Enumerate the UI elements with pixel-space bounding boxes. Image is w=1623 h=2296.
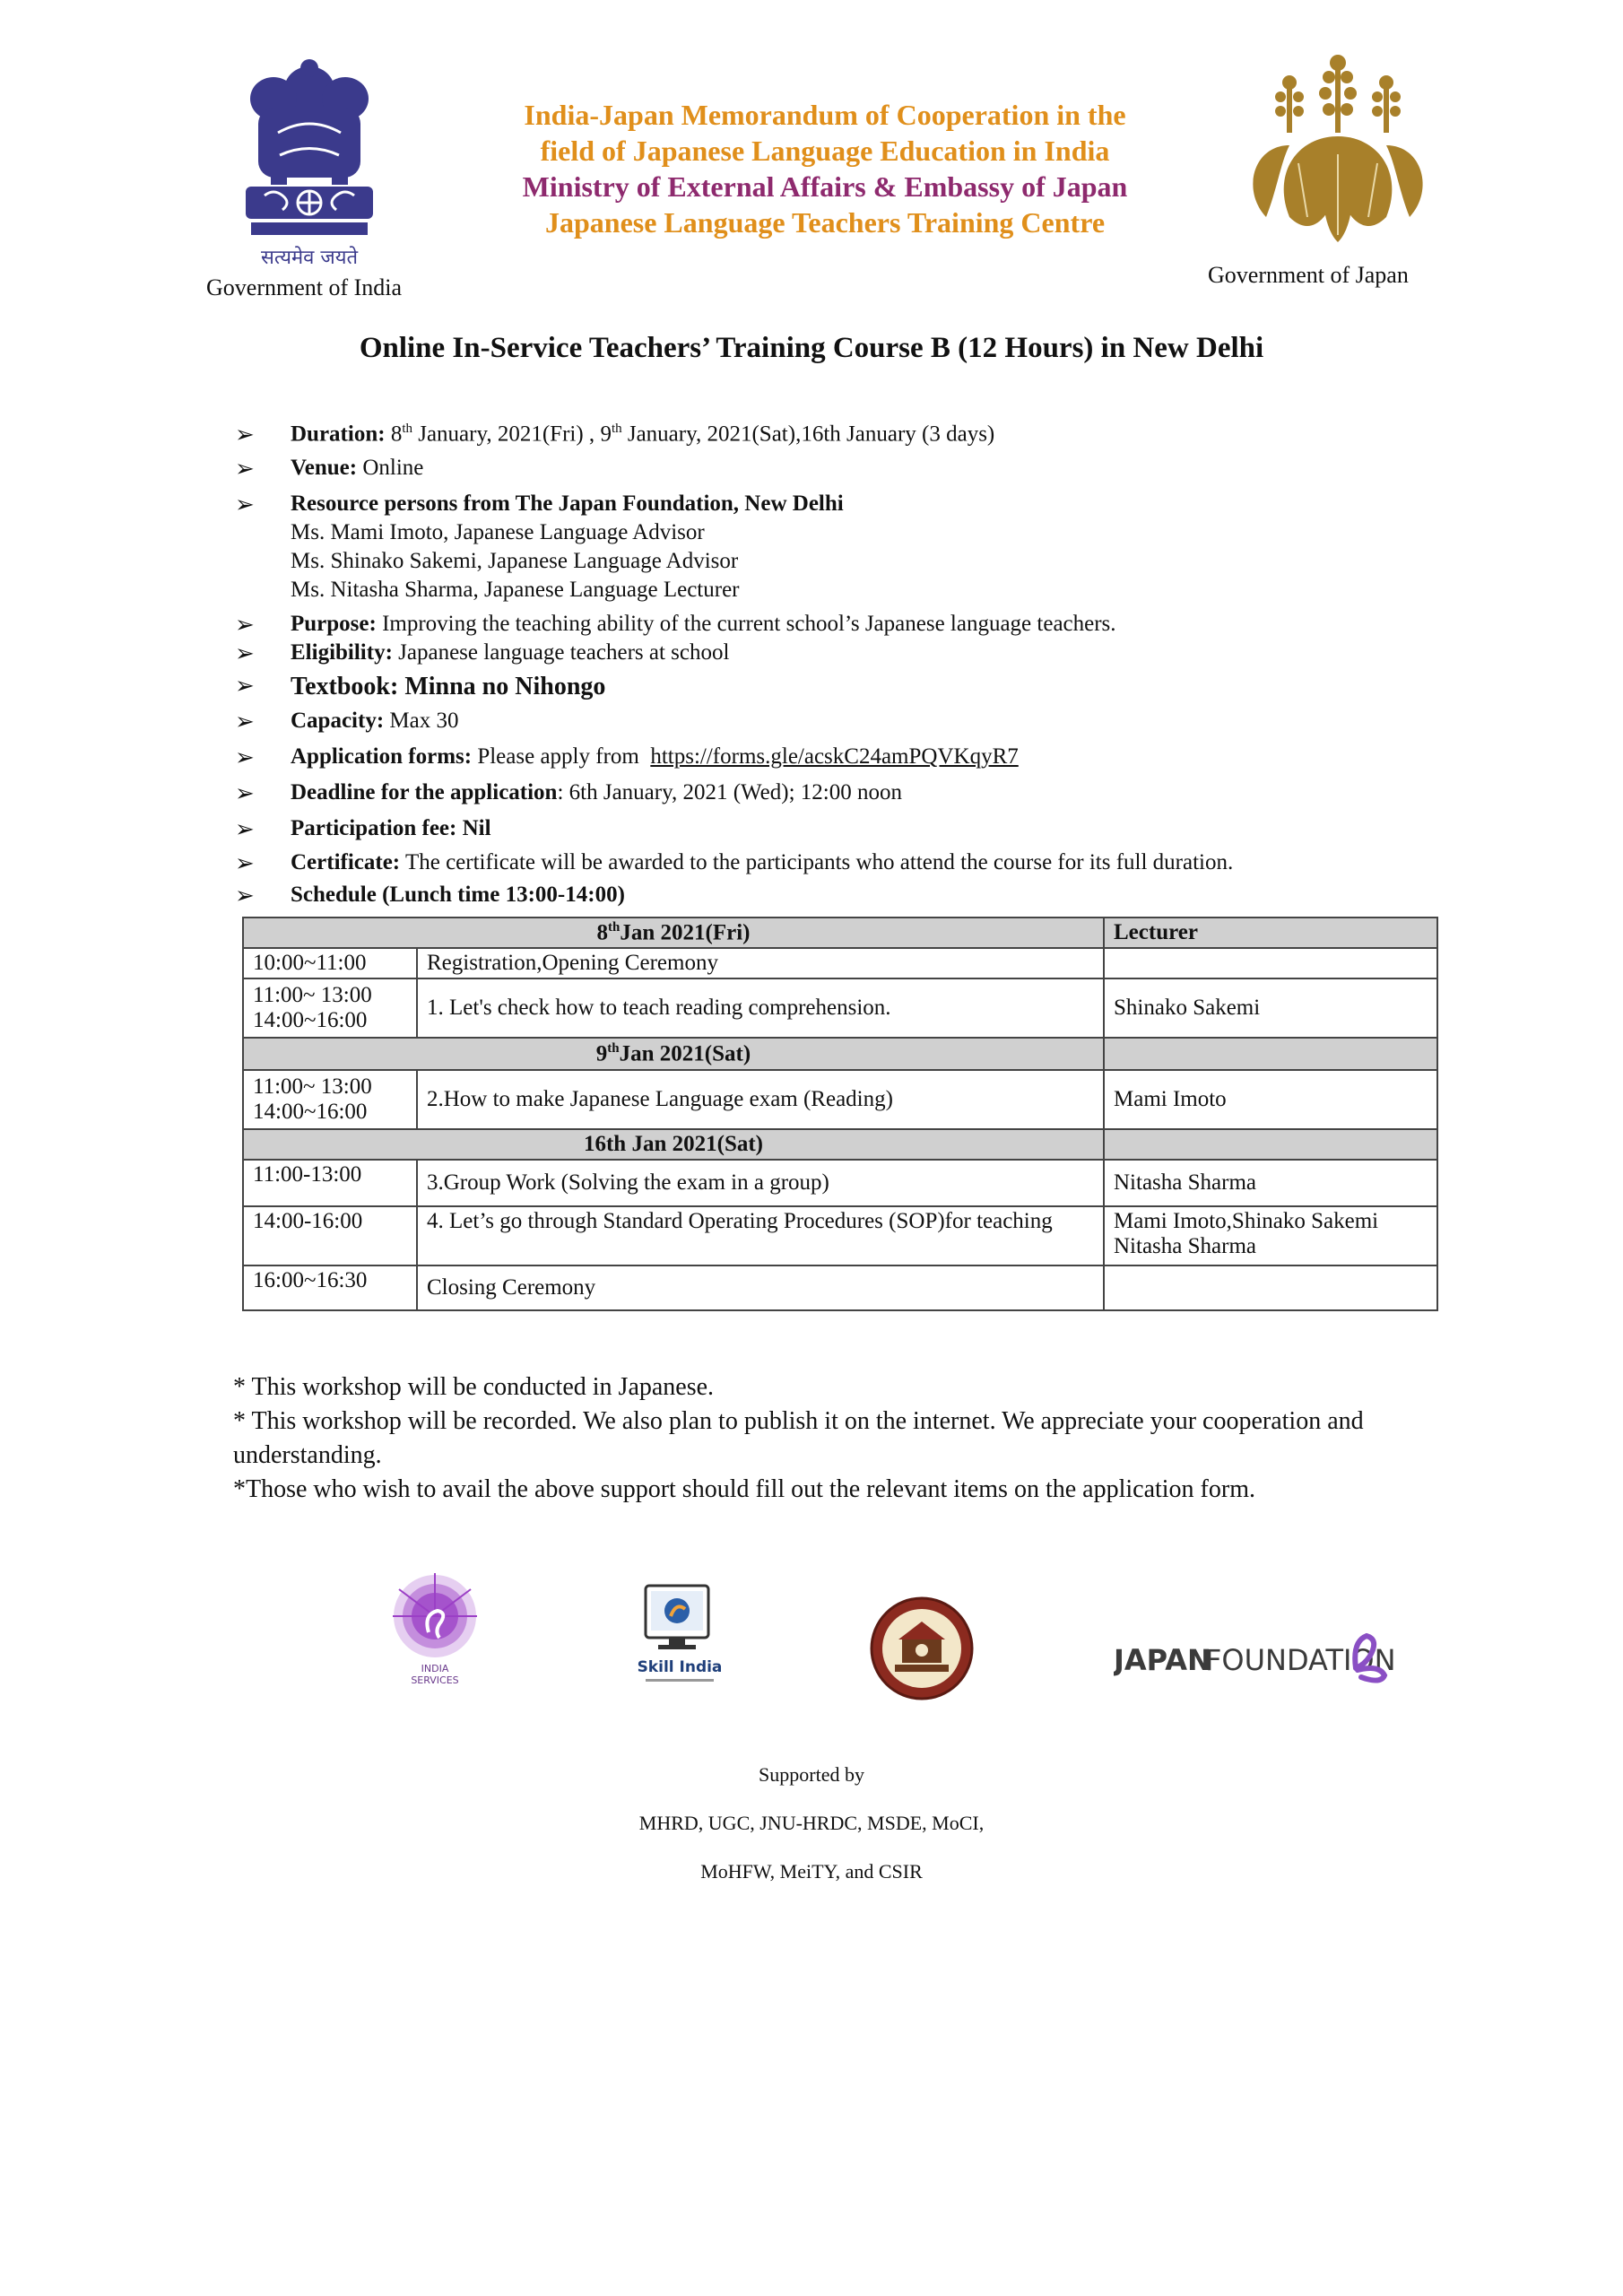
japan-foundation-logo-text: JAPAN bbox=[1114, 1643, 1211, 1677]
arrow-bullet-icon: ➢ bbox=[235, 673, 255, 699]
info-certificate: ➢ Certificate: The certificate will be awarded to the participants who attend the course for its full duration. bbox=[235, 850, 1234, 876]
arrow-bullet-icon: ➢ bbox=[235, 456, 255, 482]
table-row bbox=[243, 1160, 1437, 1206]
schedule-day-header bbox=[243, 1129, 1437, 1160]
jnu-emblem-logo bbox=[868, 1595, 976, 1702]
lecturer-cell: Mami Imoto bbox=[1104, 1070, 1437, 1129]
schedule-table bbox=[242, 917, 1438, 1311]
info-application: ➢ Application forms: Please apply from https://forms.gle/acskC24amPQVKqyR7 bbox=[235, 744, 1019, 770]
table-row bbox=[243, 948, 1437, 978]
course-info-list bbox=[235, 422, 1401, 911]
arrow-bullet-icon: ➢ bbox=[235, 850, 255, 876]
info-textbook: ➢ Textbook: Minna no Nihongo bbox=[235, 673, 606, 700]
topic-cell: Registration,Opening Ceremony bbox=[417, 948, 1104, 978]
day-header-empty-cell bbox=[1104, 1038, 1437, 1070]
header-line-2: field of Japanese Language Education in India bbox=[540, 135, 1110, 167]
info-fee: ➢ Participation fee: Nil bbox=[235, 816, 491, 842]
arrow-bullet-icon: ➢ bbox=[235, 709, 255, 735]
topic-cell: 2.How to make Japanese Language exam (Reading) bbox=[417, 1070, 1104, 1129]
table-row bbox=[243, 1070, 1437, 1129]
arrow-bullet-icon: ➢ bbox=[235, 744, 255, 770]
header-line-3: Ministry of External Affairs & Embassy of Japan bbox=[522, 170, 1128, 203]
header-line-4: Japanese Language Teachers Training Centre bbox=[544, 206, 1106, 239]
resource-person: Ms. Shinako Sakemi, Japanese Language Advisor bbox=[291, 549, 739, 573]
info-deadline: ➢ Deadline for the application: 6th January, 2021 (Wed); 12:00 noon bbox=[235, 780, 902, 806]
topic-cell: Closing Ceremony bbox=[417, 1265, 1104, 1310]
lecturer-cell: Mami Imoto,Shinako Sakemi Nitasha Sharma bbox=[1104, 1206, 1437, 1265]
day-header-cell: 9thJan 2021(Sat) bbox=[243, 1038, 1104, 1070]
info-duration: ➢ Duration: 8th January, 2021(Fri) , 9th January, 2021(Sat),16th January (3 days) bbox=[235, 422, 995, 448]
table-row bbox=[243, 1265, 1437, 1310]
lecturer-cell: Shinako Sakemi bbox=[1104, 978, 1437, 1038]
schedule-day-header bbox=[243, 1038, 1437, 1070]
application-form-link[interactable]: https://forms.gle/acskC24amPQVKqyR7 bbox=[650, 744, 1019, 769]
lecturer-cell: Nitasha Sharma bbox=[1104, 1160, 1437, 1206]
india-services-logo-text: INDIA bbox=[421, 1663, 449, 1674]
note-item: * This workshop will be recorded. We also plan to publish it on the internet. We appreciate your cooperation and understanding. bbox=[233, 1407, 1364, 1469]
day-header-cell: 8thJan 2021(Fri) bbox=[243, 918, 1104, 948]
arrow-bullet-icon: ➢ bbox=[235, 780, 255, 806]
skill-india-logo-text: Skill India bbox=[637, 1658, 723, 1676]
caption-government-of-japan: Government of Japan bbox=[1208, 262, 1409, 288]
arrow-bullet-icon: ➢ bbox=[235, 640, 255, 666]
japan-foundation-logo bbox=[1114, 1623, 1401, 1686]
lecturer-header-cell: Lecturer bbox=[1104, 918, 1437, 948]
india-emblem-logo bbox=[224, 52, 395, 276]
arrow-bullet-icon: ➢ bbox=[235, 883, 255, 909]
schedule-day-header bbox=[243, 918, 1437, 948]
supporters-line-2: MoHFW, MeiTY, and CSIR bbox=[700, 1860, 923, 1883]
japan-paulownia-seal-logo bbox=[1236, 47, 1440, 251]
time-cell: 10:00~11:00 bbox=[243, 948, 417, 978]
time-cell: 14:00-16:00 bbox=[243, 1206, 417, 1265]
info-resource-persons: ➢ Resource persons from The Japan Foundation, New Delhi bbox=[235, 491, 844, 517]
header-line-1: India-Japan Memorandum of Cooperation in the bbox=[524, 99, 1126, 131]
info-capacity: ➢ Capacity: Max 30 bbox=[235, 709, 459, 735]
skill-india-logo bbox=[635, 1580, 733, 1697]
document-title: Online In-Service Teachers’ Training Course B (12 Hours) in New Delhi bbox=[359, 332, 1264, 364]
notes-block bbox=[233, 1370, 1399, 1507]
time-cell: 11:00~ 13:00 14:00~16:00 bbox=[243, 978, 417, 1038]
info-venue: ➢ Venue: Online bbox=[235, 456, 424, 482]
japan-foundation-logo-text: FOUNDATION bbox=[1205, 1643, 1396, 1677]
emblem-motto-text: सत्यमेव जयते bbox=[260, 247, 359, 269]
lecturer-cell bbox=[1104, 948, 1437, 978]
arrow-bullet-icon: ➢ bbox=[235, 816, 255, 842]
topic-cell: 4. Let’s go through Standard Operating Procedures (SOP)for teaching bbox=[417, 1206, 1104, 1265]
topic-cell: 3.Group Work (Solving the exam in a group) bbox=[417, 1160, 1104, 1206]
supported-by-label: Supported by bbox=[759, 1763, 864, 1786]
time-cell: 11:00-13:00 bbox=[243, 1160, 417, 1206]
arrow-bullet-icon: ➢ bbox=[235, 491, 255, 517]
lecturer-cell bbox=[1104, 1265, 1437, 1310]
arrow-bullet-icon: ➢ bbox=[235, 612, 255, 638]
info-purpose: ➢ Purpose: Improving the teaching ability of the current school’s Japanese language teachers. bbox=[235, 612, 1116, 638]
topic-cell: 1. Let's check how to teach reading comprehension. bbox=[417, 978, 1104, 1038]
supporters-line-1: MHRD, UGC, JNU-HRDC, MSDE, MoCI, bbox=[638, 1812, 985, 1834]
resource-person: Ms. Nitasha Sharma, Japanese Language Lecturer bbox=[291, 578, 740, 602]
resource-person: Ms. Mami Imoto, Japanese Language Advisor bbox=[291, 520, 705, 544]
day-header-cell: 16th Jan 2021(Sat) bbox=[243, 1129, 1104, 1160]
note-item: * This workshop will be conducted in Japanese. bbox=[233, 1373, 715, 1401]
info-schedule: ➢ Schedule (Lunch time 13:00-14:00) bbox=[235, 883, 625, 909]
table-row bbox=[243, 1206, 1437, 1265]
table-row bbox=[243, 978, 1437, 1038]
india-services-logo bbox=[386, 1570, 484, 1695]
time-cell: 11:00~ 13:00 14:00~16:00 bbox=[243, 1070, 417, 1129]
time-cell: 16:00~16:30 bbox=[243, 1265, 417, 1310]
header-block bbox=[421, 97, 1228, 240]
info-eligibility: ➢ Eligibility: Japanese language teachers at school bbox=[235, 640, 730, 666]
caption-government-of-india: Government of India bbox=[206, 274, 403, 300]
day-header-empty-cell bbox=[1104, 1129, 1437, 1160]
note-item: *Those who wish to avail the above support should fill out the relevant items on the application form. bbox=[233, 1475, 1255, 1503]
india-services-logo-text: SERVICES bbox=[411, 1674, 459, 1686]
arrow-bullet-icon: ➢ bbox=[235, 422, 255, 448]
